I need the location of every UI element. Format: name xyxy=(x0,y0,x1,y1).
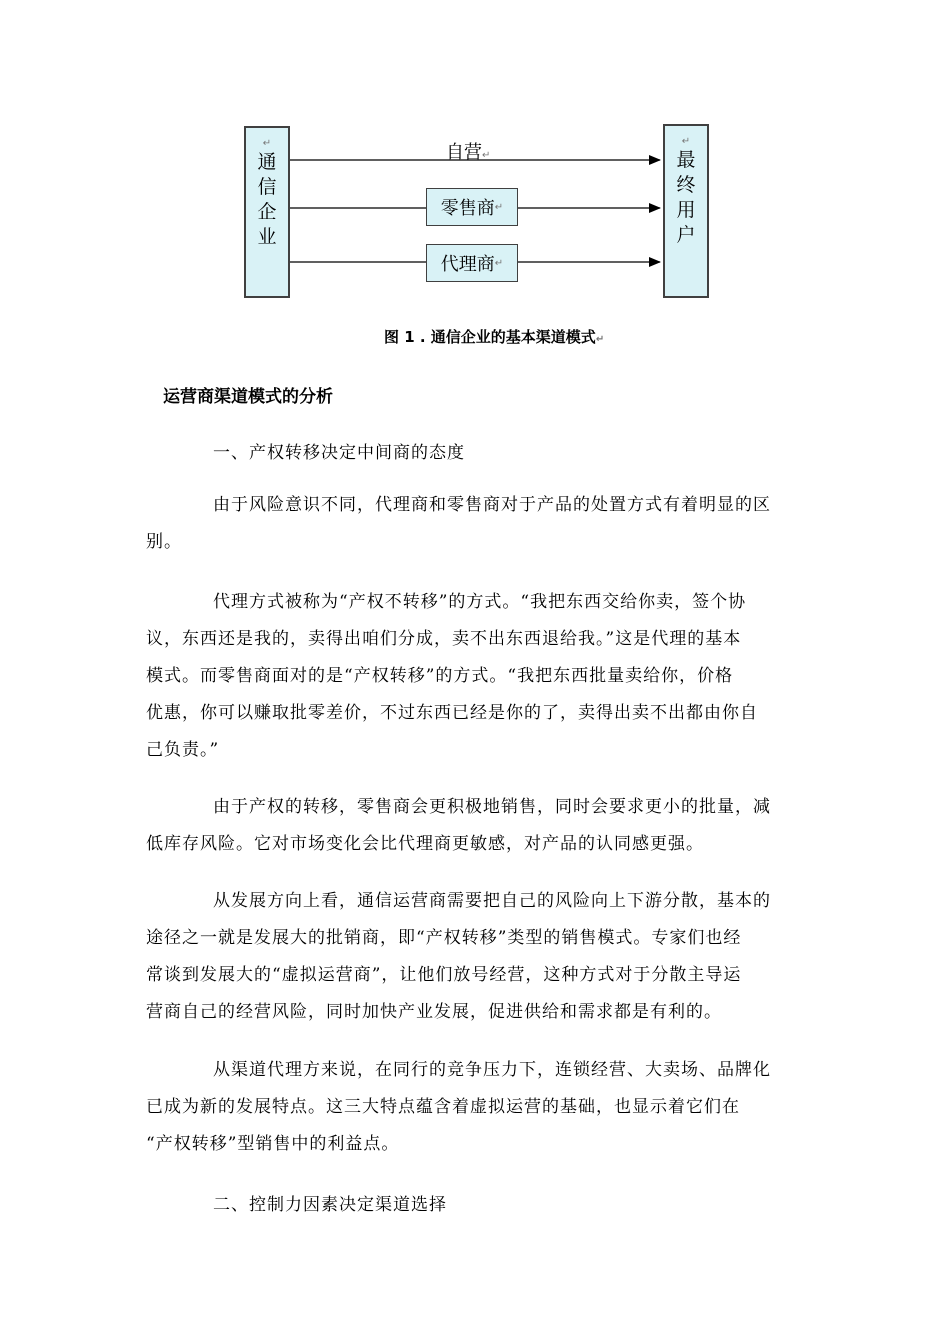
telecom-enterprise-box xyxy=(244,126,290,298)
paragraph-mark-icon: ↵ xyxy=(681,136,691,147)
direct-sales-label: 自营↵ xyxy=(446,142,491,163)
section-heading: 运营商渠道模式的分析 xyxy=(163,387,333,407)
paragraph-4 xyxy=(146,883,806,1031)
text-line: 低库存风险。它对市场变化会比代理商更敏感，对产品的认同感更强。 xyxy=(146,834,704,854)
agent-box: 代理商 ↵ xyxy=(426,244,518,282)
paragraph-1 xyxy=(146,487,806,561)
text-line: 营商自己的经营风险，同时加快产业发展，促进供给和需求都是有利的。 xyxy=(146,1002,722,1022)
text-line: 从渠道代理方来说，在同行的竞争压力下，连锁经营、大卖场、品牌化 xyxy=(213,1060,771,1080)
left-box-char: 信 xyxy=(257,176,277,198)
paragraph-mark-icon: ↵ xyxy=(595,334,605,345)
right-box-char: 终 xyxy=(676,174,696,196)
channel-diagram xyxy=(240,120,715,306)
paragraph-mark-icon: ↵ xyxy=(262,138,272,149)
text-line: 代理方式被称为“产权不转移”的方式。“我把东西交给你卖，签个协 xyxy=(213,592,747,612)
figure-caption: 图 1 . 通信企业的基本渠道模式↵ xyxy=(384,328,605,346)
text-line: 模式。而零售商面对的是“产权转移”的方式。“我把东西批量卖给你，价格 xyxy=(146,666,734,686)
text-line: 由于产权的转移，零售商会更积极地销售，同时会要求更小的批量，减 xyxy=(213,797,771,817)
text-line: 议，东西还是我的，卖得出咱们分成，卖不出东西退给我。”这是代理的基本 xyxy=(146,629,742,649)
end-user-box xyxy=(663,124,709,298)
left-box-char: 企 xyxy=(257,201,277,223)
text-line: 途径之一就是发展大的批销商，即“产权转移”类型的销售模式。专家们也经 xyxy=(146,928,742,948)
text-line: 从发展方向上看，通信运营商需要把自己的风险向上下游分散，基本的 xyxy=(213,891,771,911)
right-box-char: 用 xyxy=(676,199,696,221)
text-line: 己负责。” xyxy=(146,740,220,760)
paragraph-mark-icon: ↵ xyxy=(482,150,491,161)
left-box-char: 通 xyxy=(257,151,277,173)
text-line: “产权转移”型销售中的利益点。 xyxy=(146,1134,400,1154)
text-line: 别。 xyxy=(146,532,182,552)
text-line: 已成为新的发展特点。这三大特点蕴含着虚拟运营的基础，也显示着它们在 xyxy=(146,1097,740,1117)
paragraph-3 xyxy=(146,789,806,863)
paragraph-5 xyxy=(146,1052,806,1163)
retailer-box: 零售商 ↵ xyxy=(426,188,518,226)
right-box-char: 户 xyxy=(676,224,696,246)
right-box-char: 最 xyxy=(676,149,696,171)
paragraph-mark-icon: ↵ xyxy=(494,257,504,269)
subsection-title-1: 一、产权转移决定中间商的态度 xyxy=(213,443,465,463)
paragraph-mark-icon: ↵ xyxy=(494,201,504,213)
subsection-title-2: 二、控制力因素决定渠道选择 xyxy=(213,1195,447,1215)
left-box-char: 业 xyxy=(257,226,277,248)
text-line: 常谈到发展大的“虚拟运营商”，让他们放号经营，这种方式对于分散主导运 xyxy=(146,965,742,985)
paragraph-2 xyxy=(146,584,806,769)
text-line: 由于风险意识不同，代理商和零售商对于产品的处置方式有着明显的区 xyxy=(213,495,771,515)
text-line: 优惠，你可以赚取批零差价，不过东西已经是你的了，卖得出卖不出都由你自 xyxy=(146,703,758,723)
